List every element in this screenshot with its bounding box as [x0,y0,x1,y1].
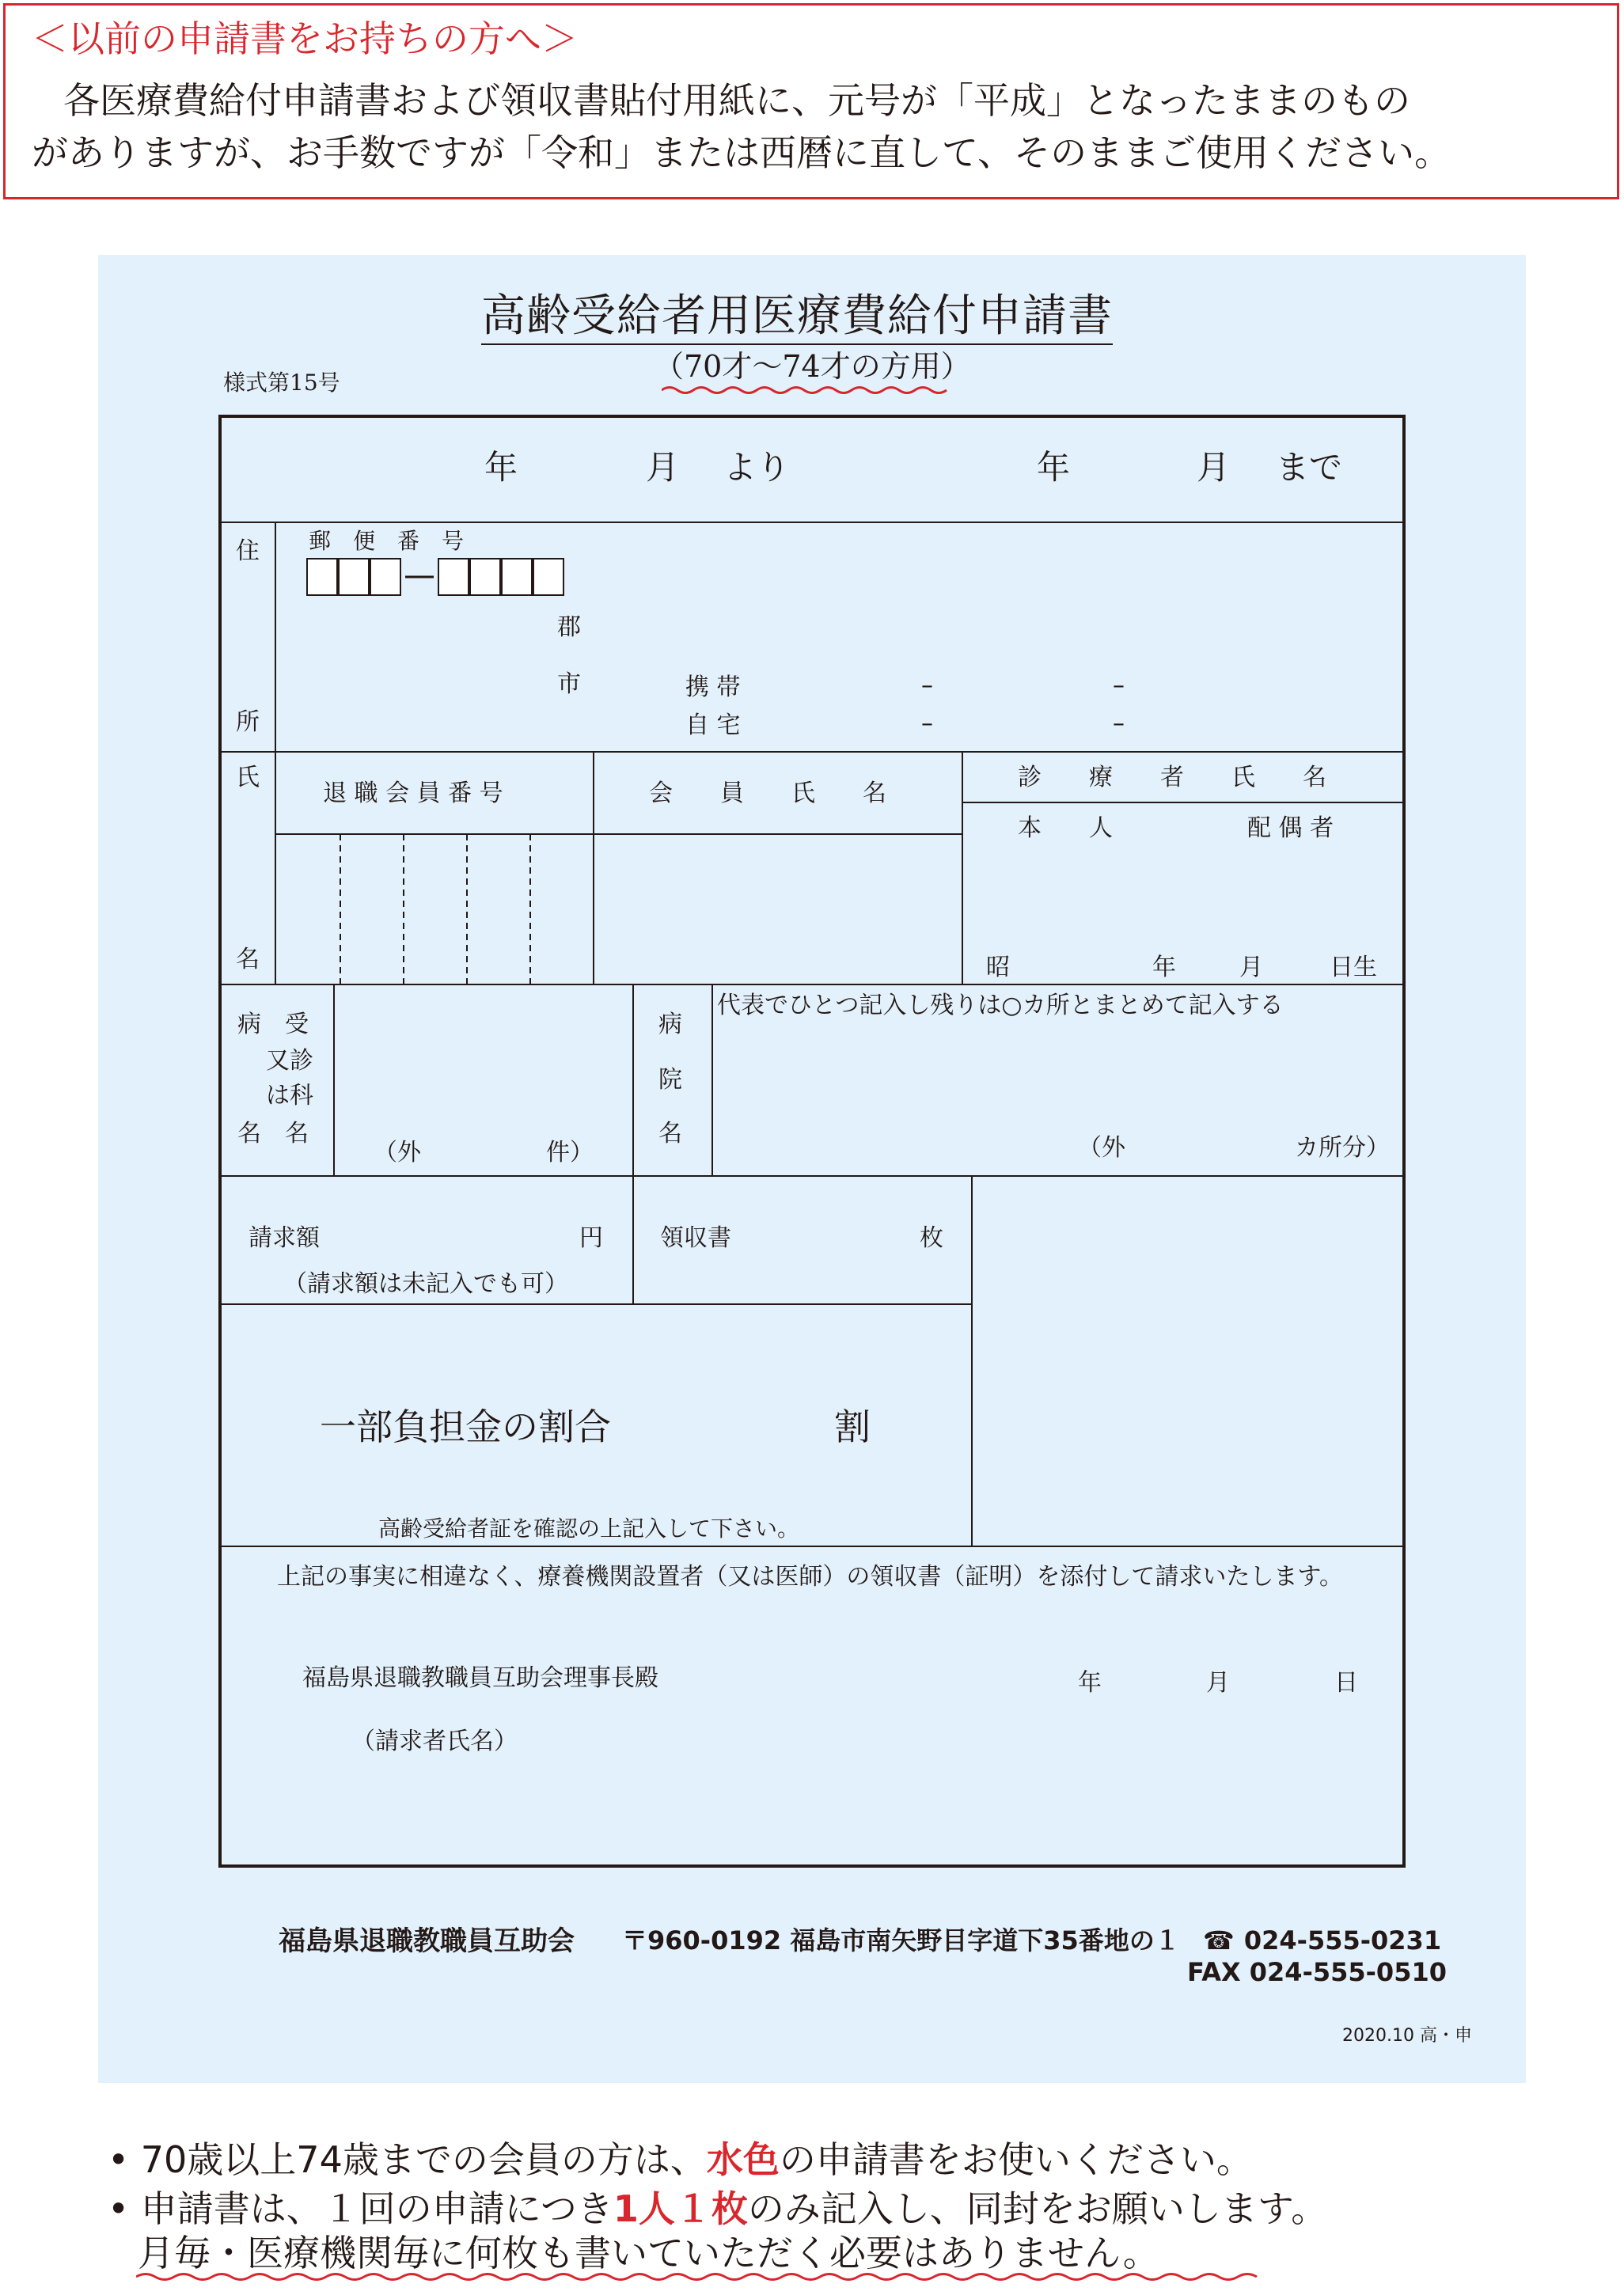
bullet-icon: • [108,2138,130,2181]
receipt-count: 枚 [920,1224,943,1252]
bullet-icon: • [108,2187,130,2230]
period-to: まで [1276,448,1343,487]
name-label-bottom: 名 [236,946,260,973]
disease-count: 件） [546,1139,594,1166]
birth-era: 昭 [986,954,1010,981]
claim-amount-label: 請求額 [249,1224,320,1252]
disease-label-3: は科 [266,1082,313,1110]
notice-line-1: 各医療費給付申請書および領収書貼付用紙に、元号が「平成」となったままのもの [63,79,1410,122]
footer-fax: FAX 024-555-0510 [1187,1957,1447,1987]
phone-dash: – [1113,710,1125,738]
postal-label: 郵 便 番 号 [309,528,465,554]
patient-self: 本 人 [1018,814,1113,842]
phone-dash: – [921,710,933,738]
footer-tel-number: 024-555-0231 [1243,1925,1442,1955]
footer-address: 〒960-0192 福島市南矢野目字道下35番地の１ [622,1925,1180,1955]
address-label-top: 住 [236,537,260,565]
hospital-instruction: 代表でひとつ記入し残りは○カ所とまとめて記入する [717,992,1284,1019]
wavy-underline [662,385,954,396]
note-1-highlight: 水色 [706,2138,780,2181]
hospital-label-2: 院 [658,1066,682,1094]
phone-dash: – [921,672,933,700]
form-subtitle: （70才～74才の方用） [654,349,971,384]
note-2-highlight: 1人１枚 [613,2187,748,2230]
declaration-year: 年 [1078,1669,1102,1697]
period-month-2: 月 [1197,448,1231,487]
notice-line-2: がありますが、お手数ですが「令和」または西暦に直して、そのままご使用ください。 [32,131,1451,174]
phone-mobile-label: 携 帯 [685,673,741,701]
note-2-part-a: 申請書は、１回の申請につき [140,2187,613,2230]
disease-label-1: 病 受 [237,1011,309,1038]
form-number: 様式第15号 [223,370,340,396]
note-1-part-a: 70歳以上74歳までの会員の方は、 [140,2138,707,2181]
birth-year: 年 [1152,954,1176,981]
note-3: 月毎・医療機関毎に何枚も書いていただく必要はありません。 [138,2232,1159,2274]
disease-other: （外 [374,1139,421,1166]
note-2-part-c: のみ記入し、同封をお願いします。 [747,2187,1328,2230]
footer-organization: 福島県退職教職員互助会 [279,1925,575,1957]
hospital-label-3: 名 [658,1120,682,1148]
phone-icon: ☎ [1203,1925,1235,1955]
note-2 [108,2187,1328,2230]
hospital-count: カ所分） [1295,1134,1390,1162]
declaration-text: 上記の事実に相違なく、療養機関設置者（又は医師）の領収書（証明）を添付して請求いたします。 [277,1563,1343,1591]
phone-dash: – [1113,672,1125,700]
declaration-month: 月 [1206,1669,1230,1697]
patient-spouse: 配 偶 者 [1247,814,1334,842]
period-year-2: 年 [1037,448,1071,487]
footer-version: 2020.10 高・申 [1342,2026,1472,2046]
disease-label-2: 又診 [266,1047,313,1075]
birth-month: 月 [1239,954,1263,981]
period-year-1: 年 [484,448,518,487]
declaration-addressee: 福島県退職教職員互助会理事長殿 [302,1664,658,1692]
receipt-label: 領収書 [660,1224,731,1252]
phone-home-label: 自 宅 [685,711,741,739]
notice-title: ＜以前の申請書をお持ちの方へ＞ [32,17,578,60]
burden-ratio-unit: 割 [834,1405,871,1448]
birth-day: 日生 [1330,954,1377,981]
period-month-1: 月 [646,448,680,487]
hospital-label-1: 病 [658,1011,682,1038]
burden-ratio-label: 一部負担金の割合 [320,1405,611,1448]
note-1 [108,2138,1253,2181]
name-label-top: 氏 [236,764,260,791]
form-title: 高齢受給者用医療費給付申請書 [481,294,1113,345]
applicant-name-label: （請求者氏名） [351,1728,518,1755]
wavy-underline [136,2271,1260,2282]
patient-name-header: 診 療 者 氏 名 [1018,764,1326,791]
period-from: より [723,448,791,487]
address-gun: 郡 [557,613,581,641]
claim-amount-note: （請求額は未記入でも可） [283,1270,568,1298]
disease-label-4: 名 名 [237,1120,309,1148]
hospital-other: （外 [1078,1134,1125,1162]
note-1-part-c: の申請書をお使いください。 [779,2138,1253,2181]
address-label-bottom: 所 [236,708,260,736]
member-name-header: 会 員 氏 名 [649,780,886,807]
burden-note: 高齢受給者証を確認の上記入して下さい。 [378,1515,800,1542]
member-number-header: 退 職 会 員 番 号 [323,780,503,807]
footer-tel [1203,1925,1442,1955]
address-shi: 市 [557,670,581,698]
claim-yen: 円 [579,1224,603,1252]
declaration-day: 日 [1334,1669,1358,1697]
